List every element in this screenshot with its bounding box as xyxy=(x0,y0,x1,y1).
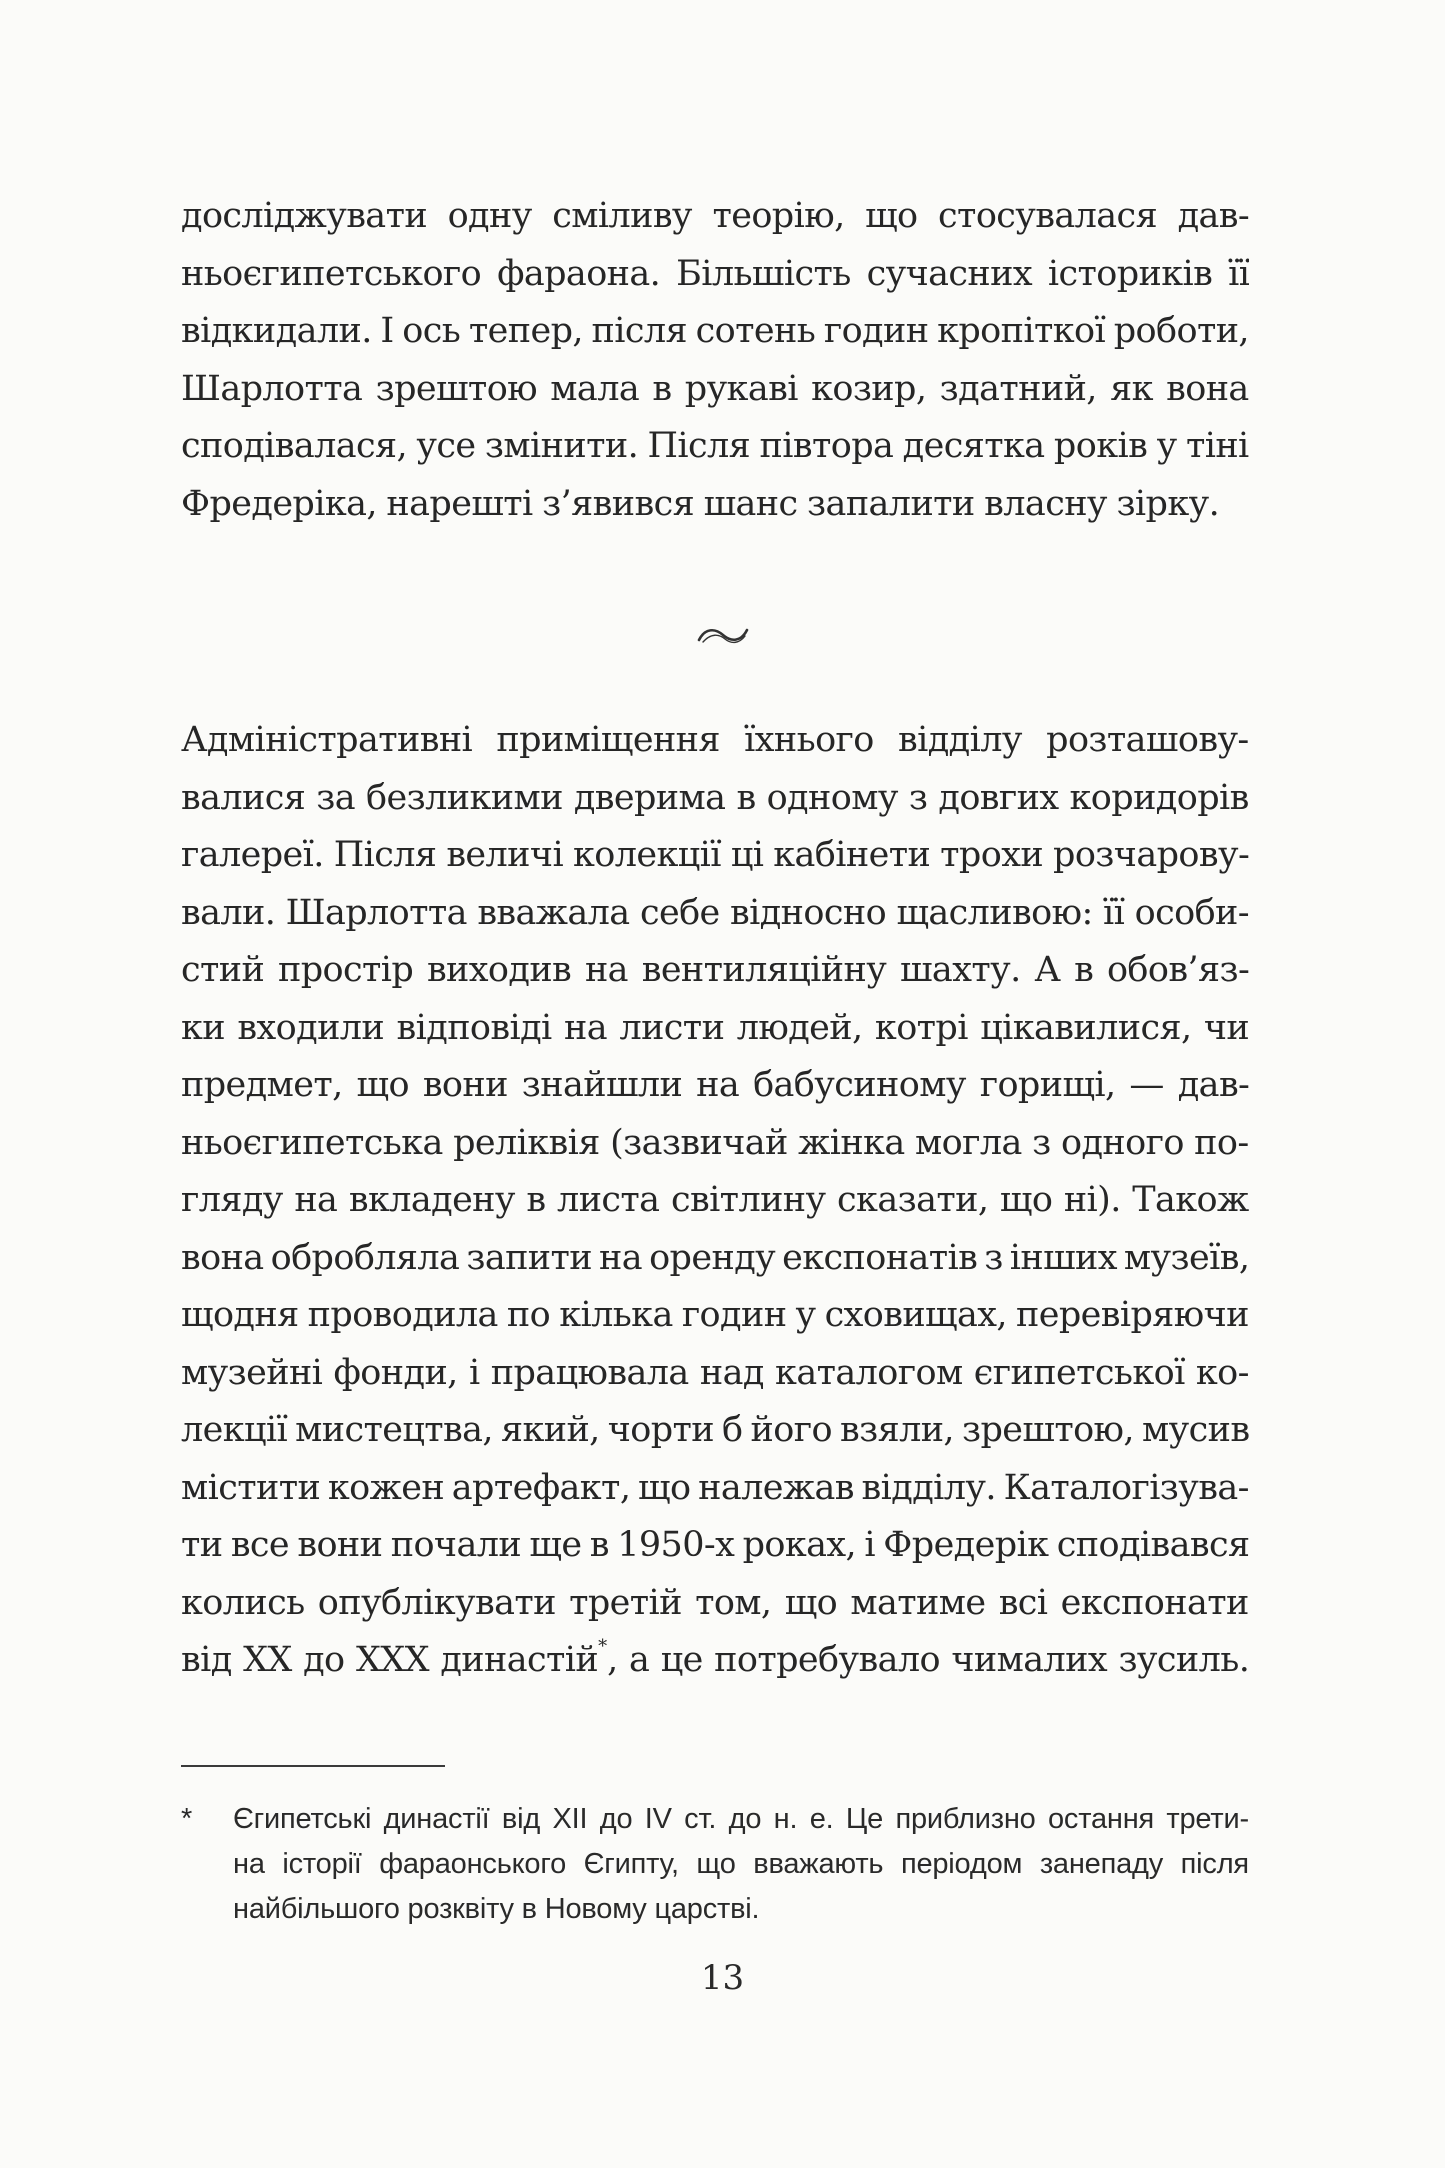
line-end: , а це потребувало чималих зусиль. xyxy=(607,1640,1249,1680)
text-line: ньоєгипетська реліквія (зазвичай жінка могла з одного по- xyxy=(181,1122,1249,1163)
text-line: вона обробляла запити на оренду експонатів з інших музеїв, xyxy=(181,1237,1249,1278)
text-line: ньоєгипетського фараона. Більшість сучасних істориків її xyxy=(181,253,1249,294)
text-line: гляду на вкладену в листа світлину сказати, що ні). Також xyxy=(181,1180,1249,1220)
text-line-with-footnote-ref xyxy=(181,1632,1249,1690)
footnote-line: на історії фараонського Єгипту, що вважають періодом занепаду після xyxy=(233,1848,1249,1880)
footnote-marker: * xyxy=(181,1803,193,1835)
text-line: досліджувати одну сміливу теорію, що стосувалася дав- xyxy=(181,196,1249,236)
line-start: від XX до XXX династій xyxy=(181,1640,599,1680)
footnote-reference[interactable]: * xyxy=(598,1636,608,1657)
text-line: містити кожен артефакт, що належав відділу. Каталогізува- xyxy=(181,1467,1249,1508)
footnote-line: найбільшого розквіту в Новому царстві. xyxy=(233,1893,760,1925)
text-line: ти все вони почали ще в 1950-х роках, і Фредерік сподівався xyxy=(181,1525,1249,1565)
footnote-line: Єгипетські династії від XII до IV ст. до н. е. Це приблизно остання трети- xyxy=(233,1803,1249,1835)
text-line: вали. Шарлотта вважала себе відносно щасливою: її особи- xyxy=(181,892,1249,933)
text-line: стий простір виходив на вентиляційну шахту. А в обов’яз- xyxy=(181,950,1249,990)
text-line: щодня проводила по кілька годин у сховищах, перевіряючи xyxy=(181,1295,1249,1335)
paragraph-1 xyxy=(181,188,1249,533)
text-line: Адміністративні приміщення їхнього відділу розташову- xyxy=(181,720,1249,760)
text-line: галереї. Після величі колекції ці кабінети трохи розчарову- xyxy=(181,835,1249,875)
text-line: відкидали. І ось тепер, після сотень годин кропіткої роботи, xyxy=(181,311,1249,351)
section-break xyxy=(0,618,1445,658)
text-line: сподівалася, усе змінити. Після півтора десятка років у тіні xyxy=(181,426,1249,466)
text-line: Шарлотта зрештою мала в рукаві козир, здатний, як вона xyxy=(181,368,1249,409)
text-line: валися за безликими дверима в одному з довгих коридорів xyxy=(181,777,1249,818)
text-line: колись опублікувати третій том, що матиме всі експонати xyxy=(181,1582,1249,1623)
text-line: музейні фонди, і працювала над каталогом єгипетської ко- xyxy=(181,1352,1249,1393)
page-number: 13 xyxy=(700,1958,745,1998)
tilde-swash-icon xyxy=(693,618,753,652)
text-line: предмет, що вони знайшли на бабусиному горищі, — дав- xyxy=(181,1065,1249,1105)
footnote-body xyxy=(233,1797,1249,1932)
text-line: ки входили відповіді на листи людей, котрі цікавилися, чи xyxy=(181,1007,1249,1048)
text-line: Фредеріка, нарешті з’явився шанс запалити власну зірку. xyxy=(181,483,1220,524)
text-line: лекції мистецтва, який, чорти б його взяли, зрештою, мусив xyxy=(181,1410,1249,1450)
paragraph-2 xyxy=(181,712,1249,1690)
footnote-divider xyxy=(181,1765,445,1767)
